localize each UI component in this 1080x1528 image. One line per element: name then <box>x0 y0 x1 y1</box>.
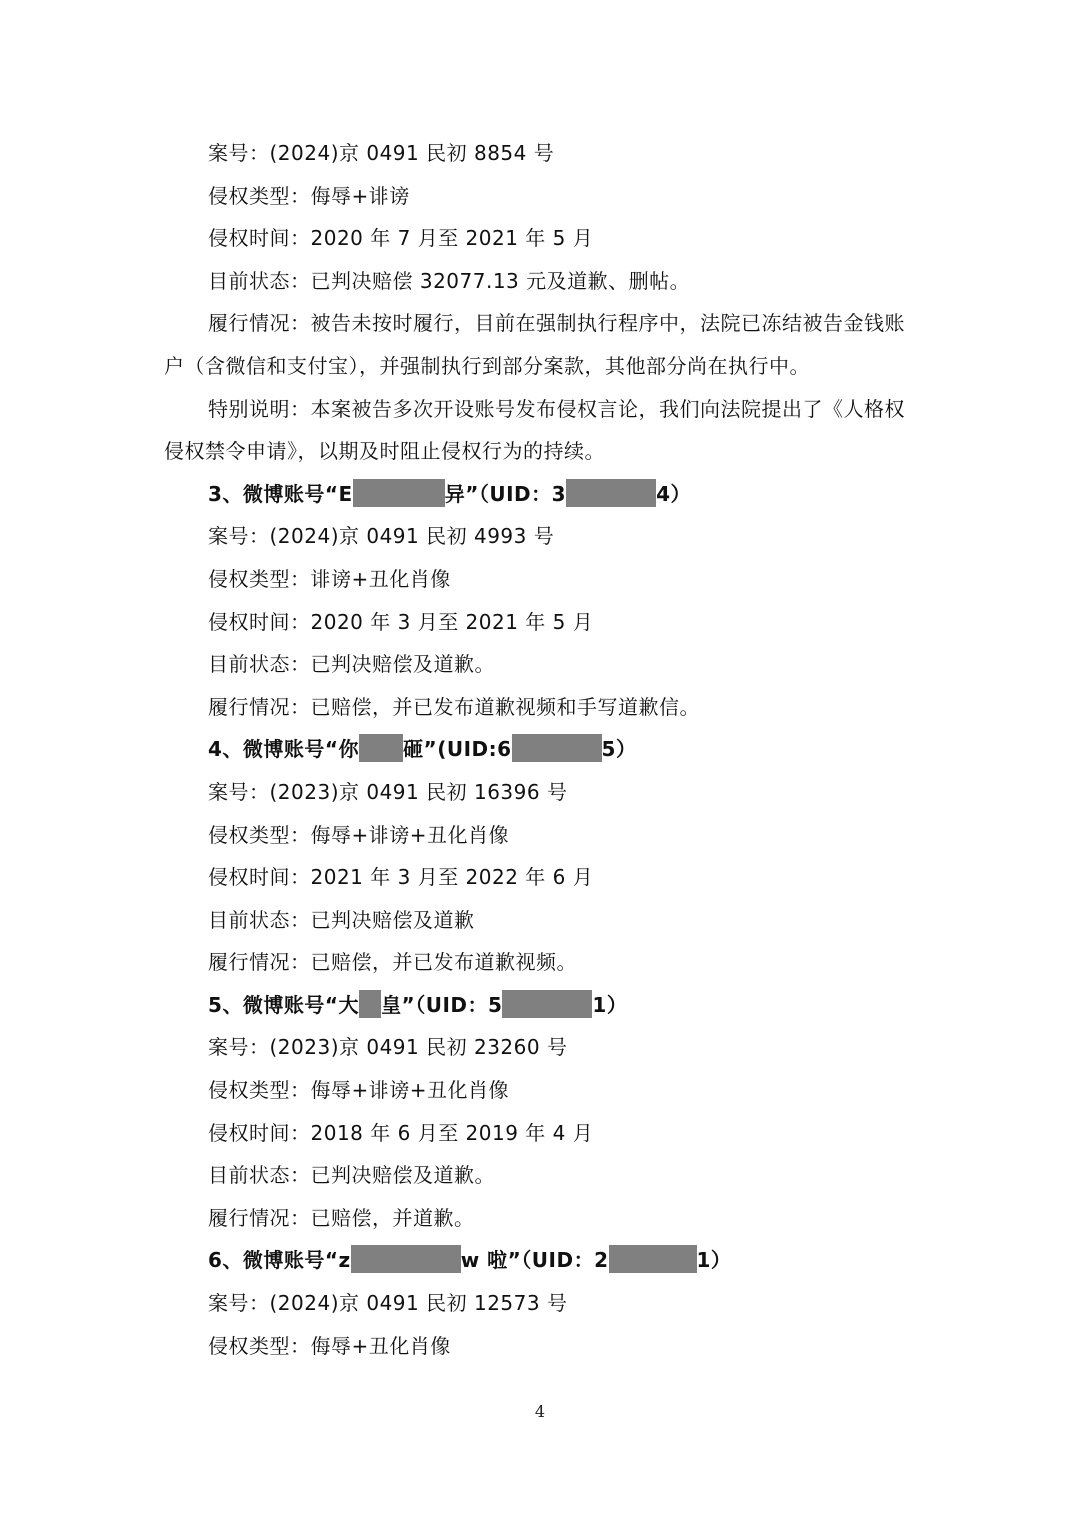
performance-status: 履行情况：已赔偿，并已发布道歉视频。 <box>208 950 577 975</box>
current-status: 目前状态：已判决赔偿 32077.13 元及道歉、删帖。 <box>208 268 691 293</box>
redaction-block <box>512 734 602 762</box>
heading-text: 5、微博账号“大 <box>208 992 360 1017</box>
case-heading-5 <box>164 984 924 1027</box>
case-heading-3 <box>164 473 924 516</box>
heading-text: 异”（UID：3 <box>444 481 567 506</box>
redaction-block <box>351 1245 461 1273</box>
special-note: 特别说明：本案被告多次开设账号发布侵权言论，我们向法院提出了《人格权侵权禁令申请》，以期及时阻止侵权行为的持续。 <box>164 396 905 464</box>
current-status: 目前状态：已判决赔偿及道歉 <box>208 907 475 932</box>
infringement-time: 侵权时间：2018 年 6 月至 2019 年 4 月 <box>208 1120 594 1145</box>
case-heading-6 <box>164 1239 924 1282</box>
heading-text: 1） <box>696 1248 732 1273</box>
heading-text: 6、微博账号“z <box>208 1248 351 1273</box>
infringement-time: 侵权时间：2021 年 3 月至 2022 年 6 月 <box>208 865 594 890</box>
heading-text: 砸”(UID:6 <box>403 737 512 762</box>
redaction-block <box>359 734 403 762</box>
performance-status: 履行情况：被告未按时履行，目前在强制执行程序中，法院已冻结被告金钱账户（含微信和支付宝），并强制执行到部分案款，其他部分尚在执行中。 <box>164 311 905 378</box>
heading-text: 3、微博账号“E <box>208 481 353 506</box>
case-number: 案号：(2023)京 0491 民初 23260 号 <box>208 1035 568 1060</box>
page-number: 4 <box>534 1402 546 1421</box>
infringement-type: 侵权类型：侮辱+诽谤+丑化肖像 <box>208 1078 510 1103</box>
heading-text: 皇”（UID：5 <box>381 992 503 1017</box>
infringement-type: 侵权类型：侮辱+诽谤+丑化肖像 <box>208 822 510 847</box>
heading-text: 4、微博账号“你 <box>208 737 360 762</box>
performance-status: 履行情况：已赔偿，并道歉。 <box>208 1205 475 1230</box>
heading-text: w 啦”（UID：2 <box>460 1248 609 1273</box>
case-number: 案号：(2023)京 0491 民初 16396 号 <box>208 779 568 804</box>
heading-text: 1） <box>592 992 628 1017</box>
case-number: 案号：(2024)京 0491 民初 12573 号 <box>208 1291 568 1316</box>
infringement-type: 侵权类型：诽谤+丑化肖像 <box>208 566 451 591</box>
infringement-type: 侵权类型：侮辱+丑化肖像 <box>208 1333 451 1358</box>
redaction-block <box>502 990 592 1018</box>
infringement-time: 侵权时间：2020 年 7 月至 2021 年 5 月 <box>208 226 594 251</box>
performance-status: 履行情况：已赔偿，并已发布道歉视频和手写道歉信。 <box>208 694 700 719</box>
case-number: 案号：(2024)京 0491 民初 4993 号 <box>208 524 555 549</box>
redaction-block <box>353 479 445 507</box>
heading-text: 4） <box>656 481 691 506</box>
current-status: 目前状态：已判决赔偿及道歉。 <box>208 652 495 677</box>
redaction-block <box>359 990 381 1018</box>
infringement-time: 侵权时间：2020 年 3 月至 2021 年 5 月 <box>208 609 594 634</box>
document-body <box>164 132 924 1367</box>
current-status: 目前状态：已判决赔偿及道歉。 <box>208 1163 495 1188</box>
case-number: 案号：(2024)京 0491 民初 8854 号 <box>208 141 555 165</box>
redaction-block <box>566 479 656 507</box>
redaction-block <box>609 1245 697 1273</box>
heading-text: 5） <box>601 737 637 762</box>
case-heading-4 <box>164 728 924 771</box>
infringement-type: 侵权类型：侮辱+诽谤 <box>208 183 410 208</box>
